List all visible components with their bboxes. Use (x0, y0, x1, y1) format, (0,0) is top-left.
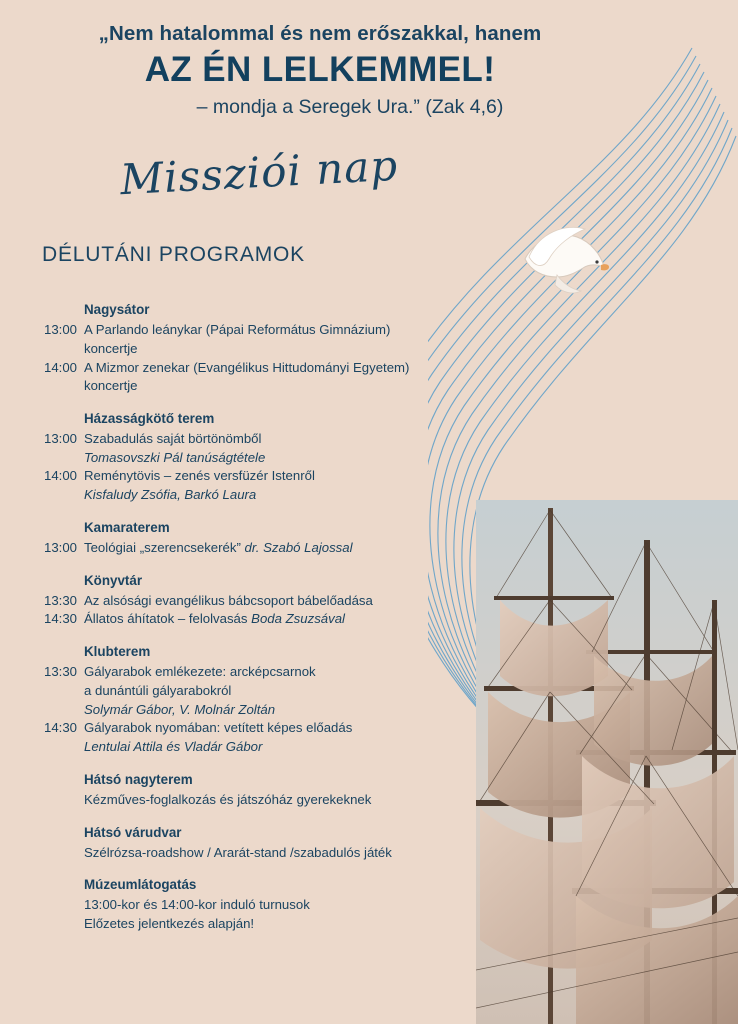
program-item-time: 13:30 (44, 592, 78, 608)
program-group-title: Könyvtár (84, 572, 143, 588)
program-group (44, 300, 514, 396)
program-item-time: 14:00 (44, 468, 78, 484)
program-item-performer: Tomasovszki Pál tanúságtétele (84, 449, 266, 465)
program-item-time: 13:00 (44, 431, 78, 446)
program-group-title: Klubterem (84, 644, 151, 660)
program-item-time: 14:30 (44, 720, 78, 736)
program-item-performer: Lentulai Attila és Vladár Gábor (84, 739, 263, 755)
program-item-text: A Parlando leánykar (Pápai Református Gimnázium) (84, 322, 391, 338)
program-item-continuation: a dunántúli gályarabokról (84, 682, 232, 698)
program-item-text: Szabadulás saját börtönömből (84, 431, 262, 446)
program-item-performer: Solymár Gábor, V. Molnár Zoltán (84, 701, 276, 717)
script-title: Missziói nap (118, 140, 400, 205)
header-line-1: „Nem hatalommal és nem erőszakkal, hanem (98, 22, 542, 45)
program-item-description (84, 592, 514, 611)
program-item (44, 663, 514, 682)
program-item (44, 467, 514, 486)
program-item-description (84, 896, 514, 915)
program-group (44, 409, 514, 505)
program-item-text: Kézműves-foglalkozás és játszóház gyerekeknek (84, 791, 372, 807)
program-item (44, 321, 514, 340)
program-item-text: Gályarabok nyomában: vetített képes előadás (84, 720, 353, 736)
program-group (44, 875, 514, 934)
program-item-description (84, 539, 514, 558)
program-item-text: 13:00-kor és 14:00-kor induló turnusok (84, 897, 310, 913)
program-item (44, 592, 514, 611)
program-item-time: 13:00 (44, 539, 78, 555)
program-group-title: Hátsó nagyterem (84, 771, 193, 787)
program-item (44, 844, 514, 863)
program-item-text: Reménytövis – zenés versfüzér Istenről (84, 468, 315, 484)
program-item-text: Gályarabok emlékezete: arcképcsarnok (84, 664, 316, 680)
program-item-description (84, 430, 514, 449)
program-item-description (84, 663, 514, 682)
program-item-description (84, 844, 514, 863)
program-item-description (84, 359, 514, 378)
program-item-description (84, 610, 514, 629)
poster-header (0, 22, 640, 119)
section-title: DÉLUTÁNI PROGRAMOK (42, 243, 305, 266)
program-group-title: Nagysátor (84, 302, 150, 317)
program-item (44, 539, 514, 558)
program-group-title: Házasságkötő terem (84, 410, 215, 426)
program-item-time: 13:30 (44, 664, 78, 680)
program-item (44, 359, 514, 378)
program-group (44, 571, 514, 630)
program-item-continuation: koncertje (84, 378, 138, 394)
program-item-continuation: Előzetes jelentkezés alapján! (84, 916, 255, 932)
tall-ship-photo (476, 500, 738, 1024)
program-item-continuation: koncertje (84, 340, 138, 356)
program-item-text: Az alsósági evangélikus bábcsoport bábelőadása (84, 592, 373, 608)
program-item-performer-inline: Boda Zsuzsával (251, 611, 345, 627)
program-item (44, 610, 514, 629)
dove-icon (505, 215, 610, 305)
program-item-description (84, 719, 514, 738)
program-item-text: Teológiai „szerencsekerék” (84, 539, 241, 555)
program-item-description (84, 467, 514, 486)
program-item (44, 430, 514, 449)
program-item-time: 13:00 (44, 322, 78, 338)
program-item-text: A Mizmor zenekar (Evangélikus Hittudományi Egyetem) (84, 359, 410, 375)
program-item-text: Szélrózsa-roadshow / Ararát-stand /szabadulós játék (84, 844, 392, 860)
program-item (44, 896, 514, 915)
program-group-title: Múzeumlátogatás (84, 877, 197, 893)
program-item-time: 14:30 (44, 611, 78, 627)
program-group-title: Hátsó várudvar (84, 824, 182, 840)
program-group (44, 823, 514, 863)
program-group-title: Kamaraterem (84, 519, 170, 535)
program-item-time: 14:00 (44, 359, 78, 375)
program-group (44, 518, 514, 558)
header-line-3: – mondja a Seregek Ura.” (Zak 4,6) (196, 96, 504, 118)
program-item-description (84, 321, 514, 340)
program-item (44, 719, 514, 738)
program-group (44, 770, 514, 810)
program-item-performer-inline: dr. Szabó Lajossal (244, 539, 353, 555)
program-list (44, 300, 514, 947)
program-group (44, 642, 514, 757)
header-line-2: AZ ÉN LELKEMMEL! (144, 50, 496, 89)
program-item-description (84, 791, 514, 810)
program-item-text: Állatos áhítatok – felolvasás (84, 611, 248, 627)
program-item (44, 791, 514, 810)
program-item-performer: Kisfaludy Zsófia, Barkó Laura (84, 487, 257, 503)
